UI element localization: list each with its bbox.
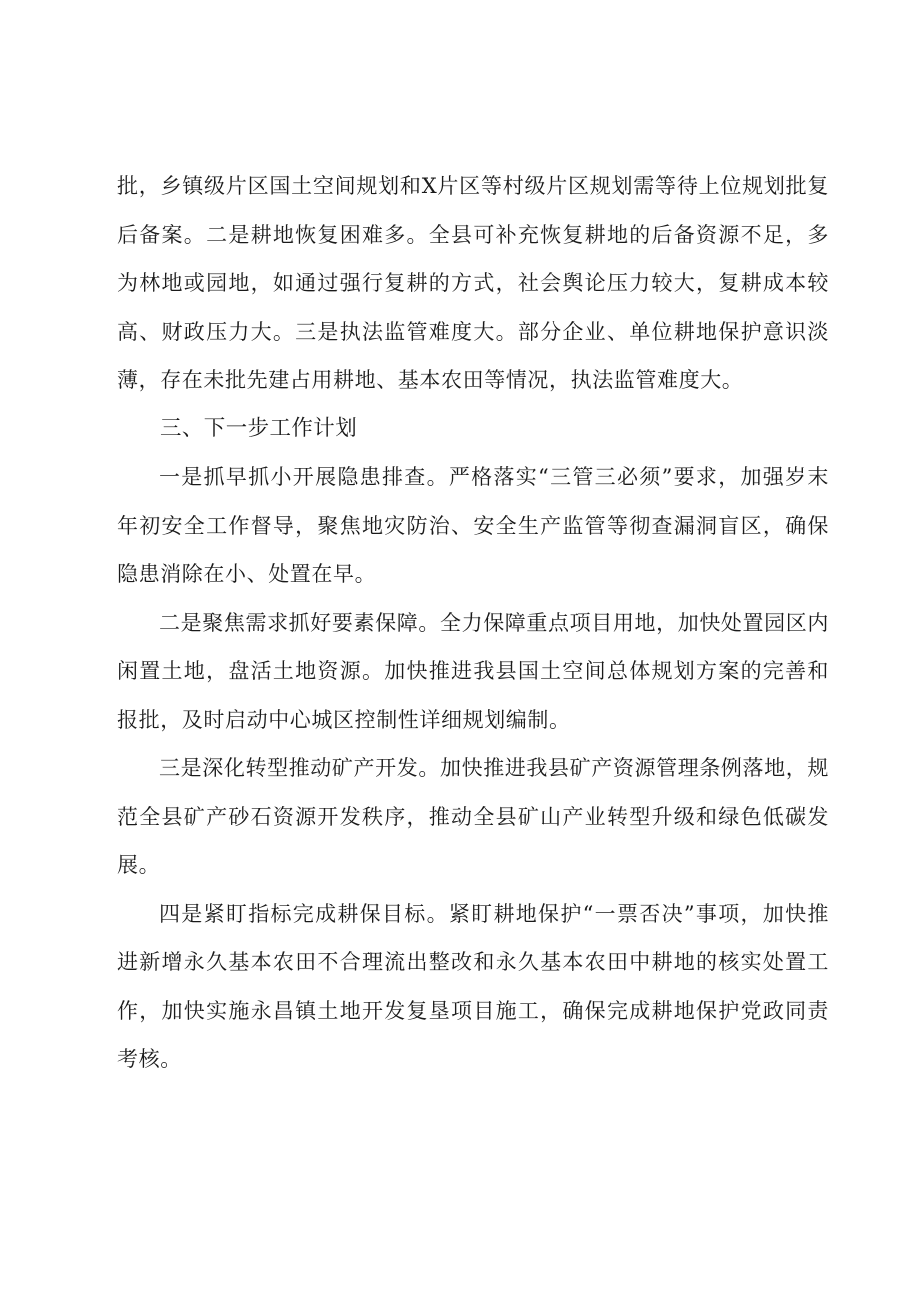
continuation-paragraph: 批，乡镇级片区国土空间规划和X片区等村级片区规划需等待上位规划批复后备案。二是耕地恢复困难多。全县可补充恢复耕地的后备资源不足，多为林地或园地，如通过强行复耕的方式，社会舆论压力较大，复耕成本较高、财政压力大。三是执法监管难度大。部分企业、单位耕地保护意识淡薄，存在未批先建占用耕地、基本农田等情况，执法监管难度大。 [117, 174, 829, 392]
plan-item-3: 三是深化转型推动矿产开发。加快推进我县矿产资源管理条例落地，规范全县矿产砂石资源开发秩序，推动全县矿山产业转型升级和绿色低碳发展。 [117, 756, 829, 877]
document-body [117, 162, 829, 1084]
section-heading: 三、下一步工作计划 [160, 415, 358, 441]
plan-item-4: 四是紧盯指标完成耕保目标。紧盯耕地保护“一票否决”事项，加快推进新增永久基本农田不合理流出整改和永久基本农田中耕地的核实处置工作，加快实施永昌镇土地开发复垦项目施工，确保完成耕地保护党政同责考核。 [117, 901, 829, 1071]
plan-item-2: 二是聚焦需求抓好要素保障。全力保障重点项目用地，加快处置园区内闲置土地，盘活土地资源。加快推进我县国土空间总体规划方案的完善和报批，及时启动中心城区控制性详细规划编制。 [117, 610, 829, 732]
plan-item-1: 一是抓早抓小开展隐患排查。严格落实“三管三必须”要求，加强岁末年初安全工作督导，聚焦地灾防治、安全生产监管等彻查漏洞盲区，确保隐患消除在小、处置在早。 [117, 465, 829, 586]
